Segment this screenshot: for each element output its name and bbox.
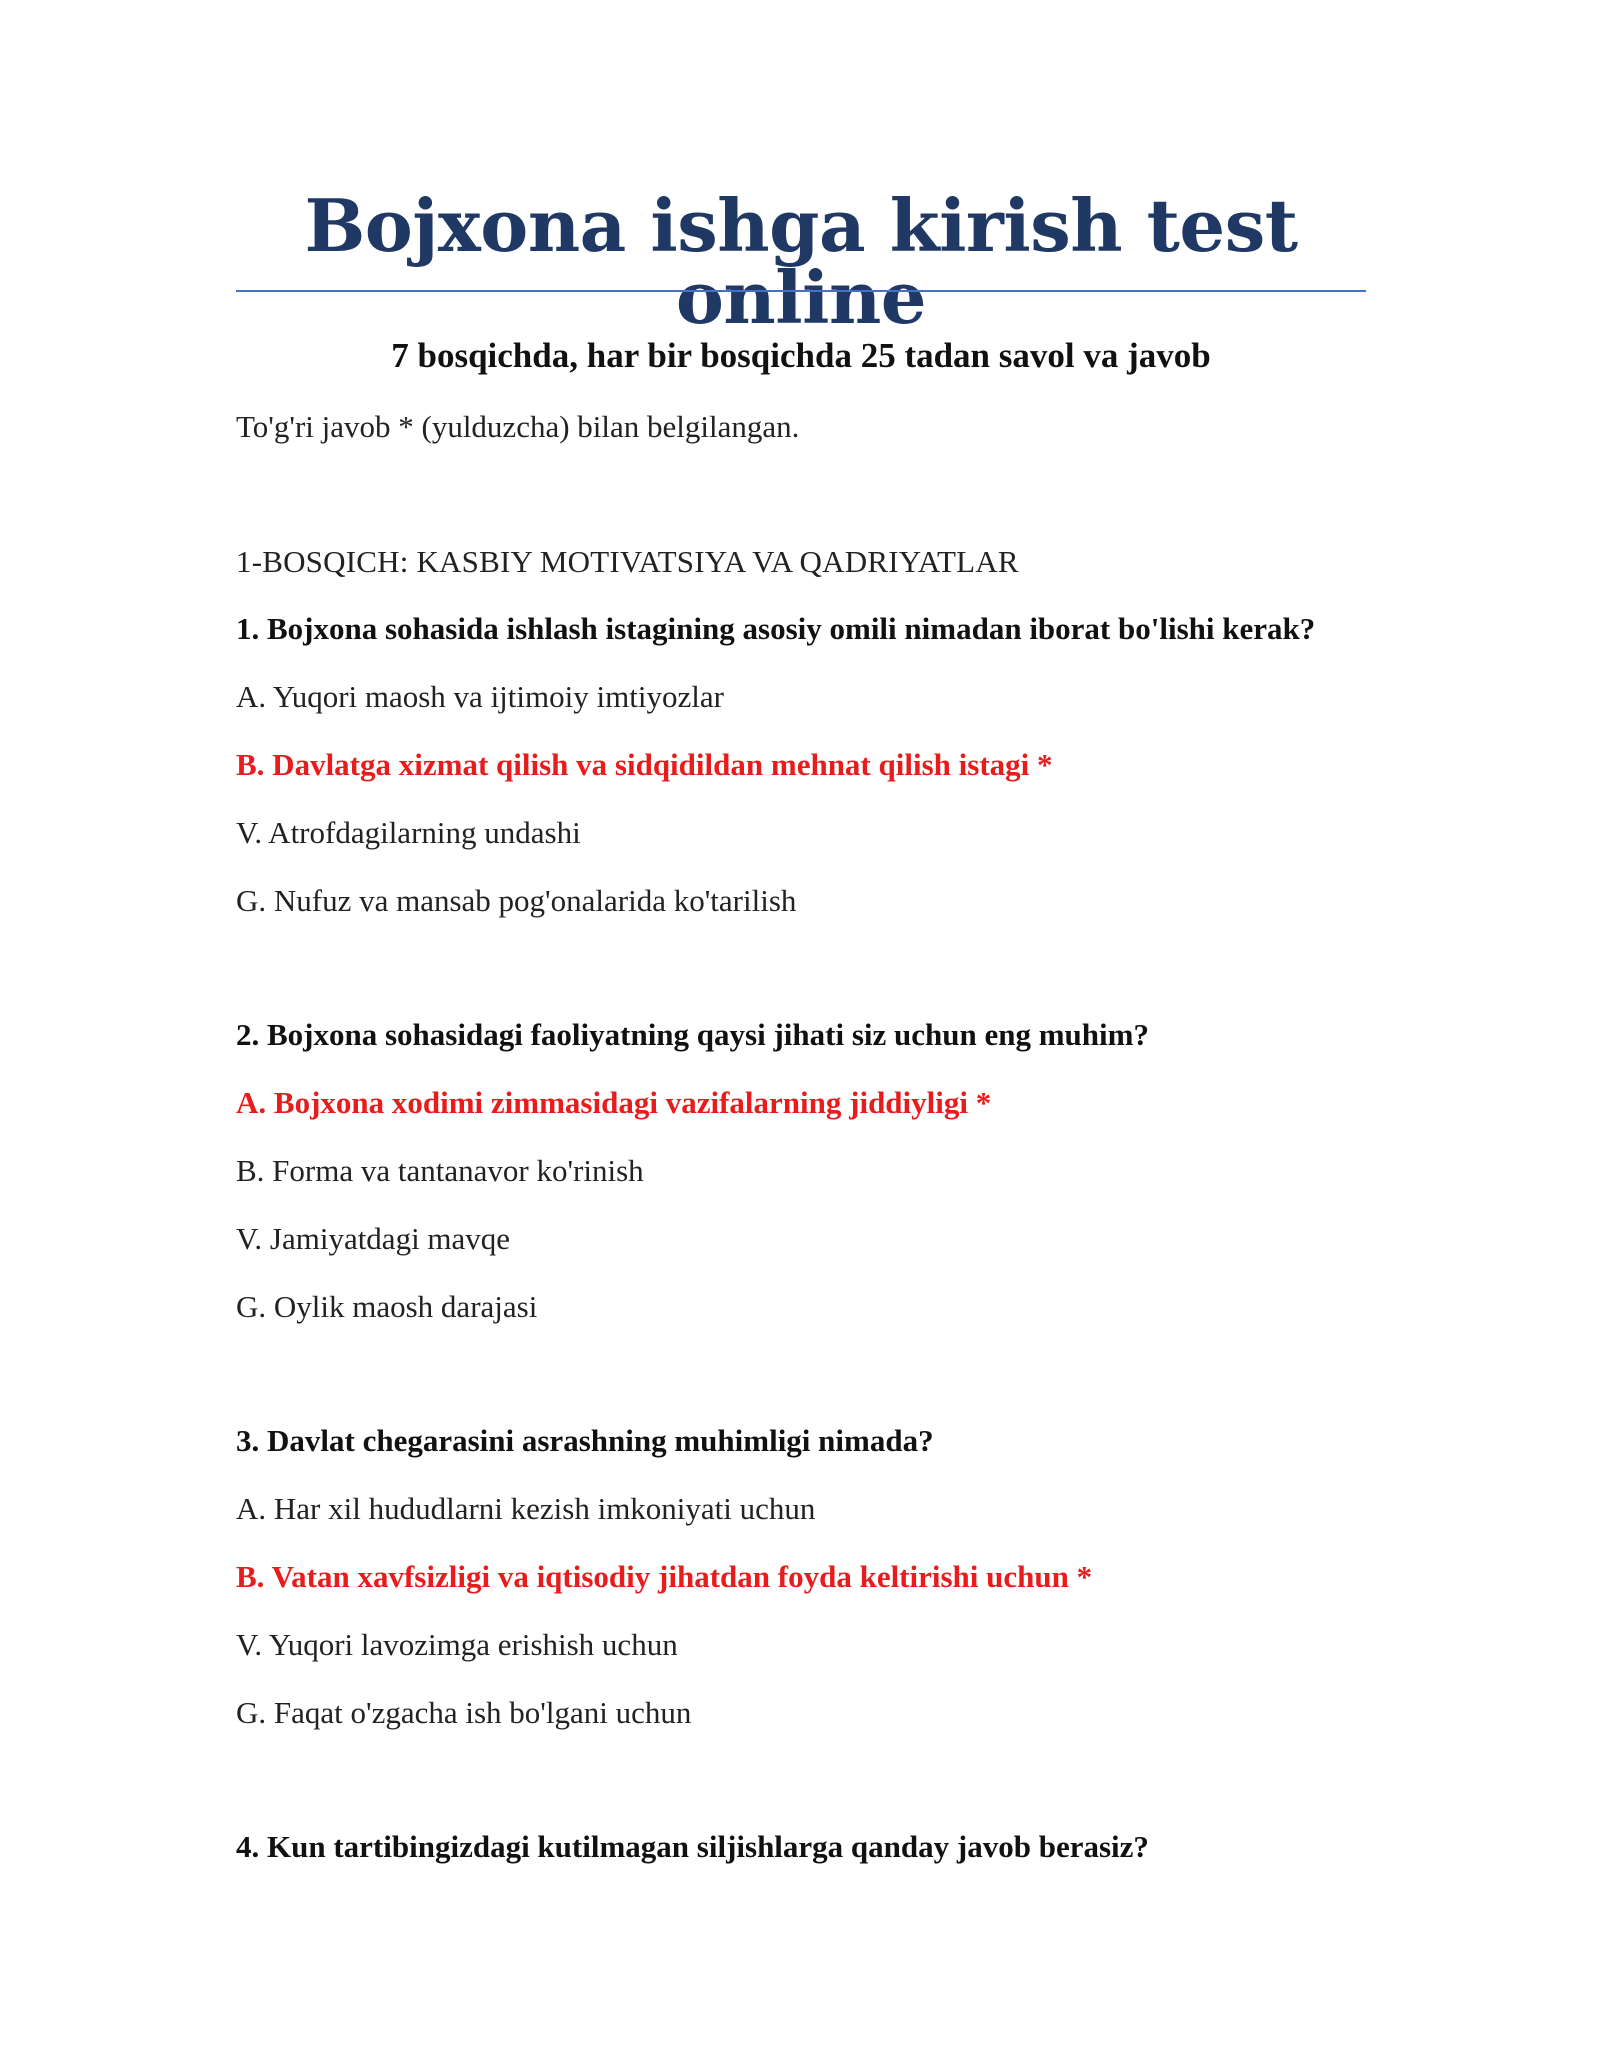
answer-option-g: G. Faqat o'zgacha ish bo'lgani uchun xyxy=(236,1695,692,1730)
answer-option-a: A. Har xil hududlarni kezish imkoniyati uchun xyxy=(236,1491,816,1526)
question-block-4 xyxy=(236,1828,1366,1896)
question-text: 3. Davlat chegarasini asrashning muhimligi nimada? xyxy=(236,1423,934,1458)
answer-option-v: V. Yuqori lavozimga erishish uchun xyxy=(236,1627,678,1662)
page-title: Bojxona ishga kirish test online xyxy=(304,183,1298,340)
answer-option-g: G. Nufuz va mansab pog'onalarida ko'tarilish xyxy=(236,883,797,918)
page-subtitle: 7 bosqichda, har bir bosqichda 25 tadan savol va javob xyxy=(391,336,1211,375)
answer-option-a: A. Yuqori maosh va ijtimoiy imtiyozlar xyxy=(236,679,724,714)
question-block-1 xyxy=(236,610,1366,950)
question-block-2 xyxy=(236,1016,1366,1356)
answer-option-v: V. Atrofdagilarning undashi xyxy=(236,815,581,850)
question-block-3 xyxy=(236,1422,1366,1762)
answer-option-g: G. Oylik maosh darajasi xyxy=(236,1289,538,1324)
answer-option-a-correct: A. Bojxona xodimi zimmasidagi vazifalarning jiddiyligi * xyxy=(236,1085,992,1120)
stage-heading: 1-BOSQICH: KASBIY MOTIVATSIYA VA QADRIYATLAR xyxy=(236,544,1019,579)
title-underline xyxy=(236,290,1366,292)
question-text: 2. Bojxona sohasidagi faoliyatning qaysi jihati siz uchun eng muhim? xyxy=(236,1017,1149,1052)
question-text: 1. Bojxona sohasida ishlash istagining asosiy omili nimadan iborat bo'lishi kerak? xyxy=(236,611,1316,646)
answer-option-b: B. Forma va tantanavor ko'rinish xyxy=(236,1153,644,1188)
answer-option-b-correct: B. Vatan xavfsizligi va iqtisodiy jihatdan foyda keltirishi uchun * xyxy=(236,1559,1093,1594)
question-text: 4. Kun tartibingizdagi kutilmagan siljishlarga qanday javob berasiz? xyxy=(236,1829,1149,1864)
answer-option-b-correct: B. Davlatga xizmat qilish va sidqidildan mehnat qilish istagi * xyxy=(236,747,1053,782)
answer-option-v: V. Jamiyatdagi mavqe xyxy=(236,1221,511,1256)
answer-key-note: To'g'ri javob * (yulduzcha) bilan belgilangan. xyxy=(236,409,800,444)
